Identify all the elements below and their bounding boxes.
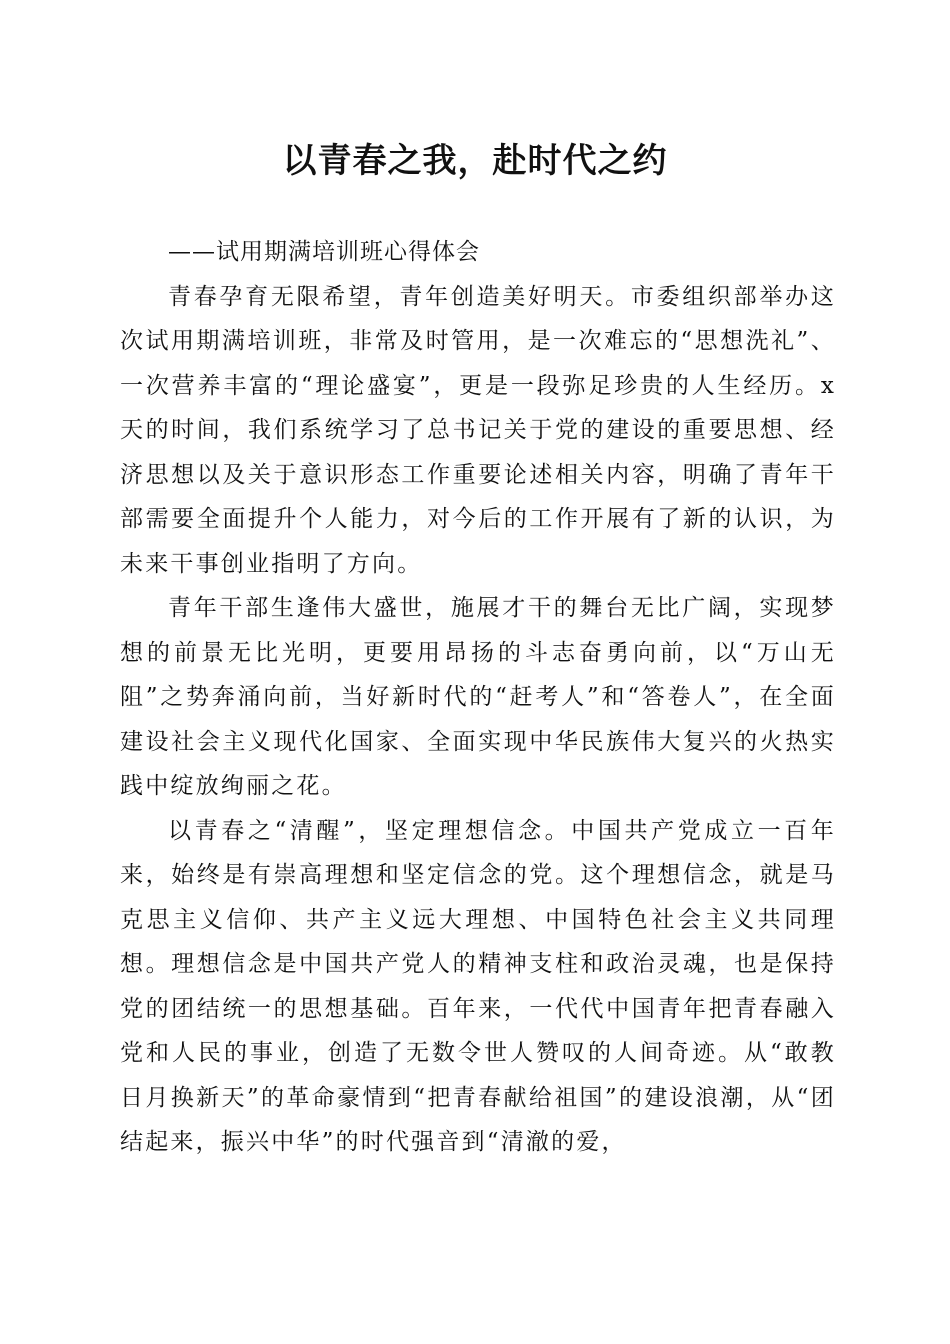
document-body (120, 230, 836, 1165)
paragraph-3: 以青春之“清醒”，坚定理想信念。中国共产党成立一百年来，始终是有崇高理想和坚定信念的党。这个理想信念，就是马克思主义信仰、共产主义远大理想、中国特色社会主义共同理想。理想信念是中国共产党人的精神支柱和政治灵魂，也是保持党的团结统一的思想基础。百年来，一代代中国青年把青春融入党和人民的事业，创造了无数令世人赞叹的人间奇迹。从“敢教日月换新天”的革命豪情到“把青春献给祖国”的建设浪潮，从“团结起来，振兴中华”的时代强音到“清澈的爱， (120, 817, 836, 1155)
document-subtitle: ——试用期满培训班心得体会 (168, 239, 480, 265)
document-title: 以青春之我，赴时代之约 (282, 141, 668, 181)
paragraph-1: 青春孕育无限希望，青年创造美好明天。市委组织部举办这次试用期满培训班，非常及时管用，是一次难忘的“思想洗礼”、一次营养丰富的“理论盛宴”，更是一段弥足珍贵的人生经历。x天的时间，我们系统学习了总书记关于党的建设的重要思想、经济思想以及关于意识形态工作重要论述相关内容，明确了青年干部需要全面提升个人能力，对今后的工作开展有了新的认识，为未来干事创业指明了方向。 (120, 283, 836, 577)
paragraph-2: 青年干部生逢伟大盛世，施展才干的舞台无比广阔，实现梦想的前景无比光明，更要用昂扬的斗志奋勇向前，以“万山无阻”之势奔涌向前，当好新时代的“赶考人”和“答卷人”，在全面建设社会主义现代化国家、全面实现中华民族伟大复兴的火热实践中绽放绚丽之花。 (120, 595, 836, 799)
